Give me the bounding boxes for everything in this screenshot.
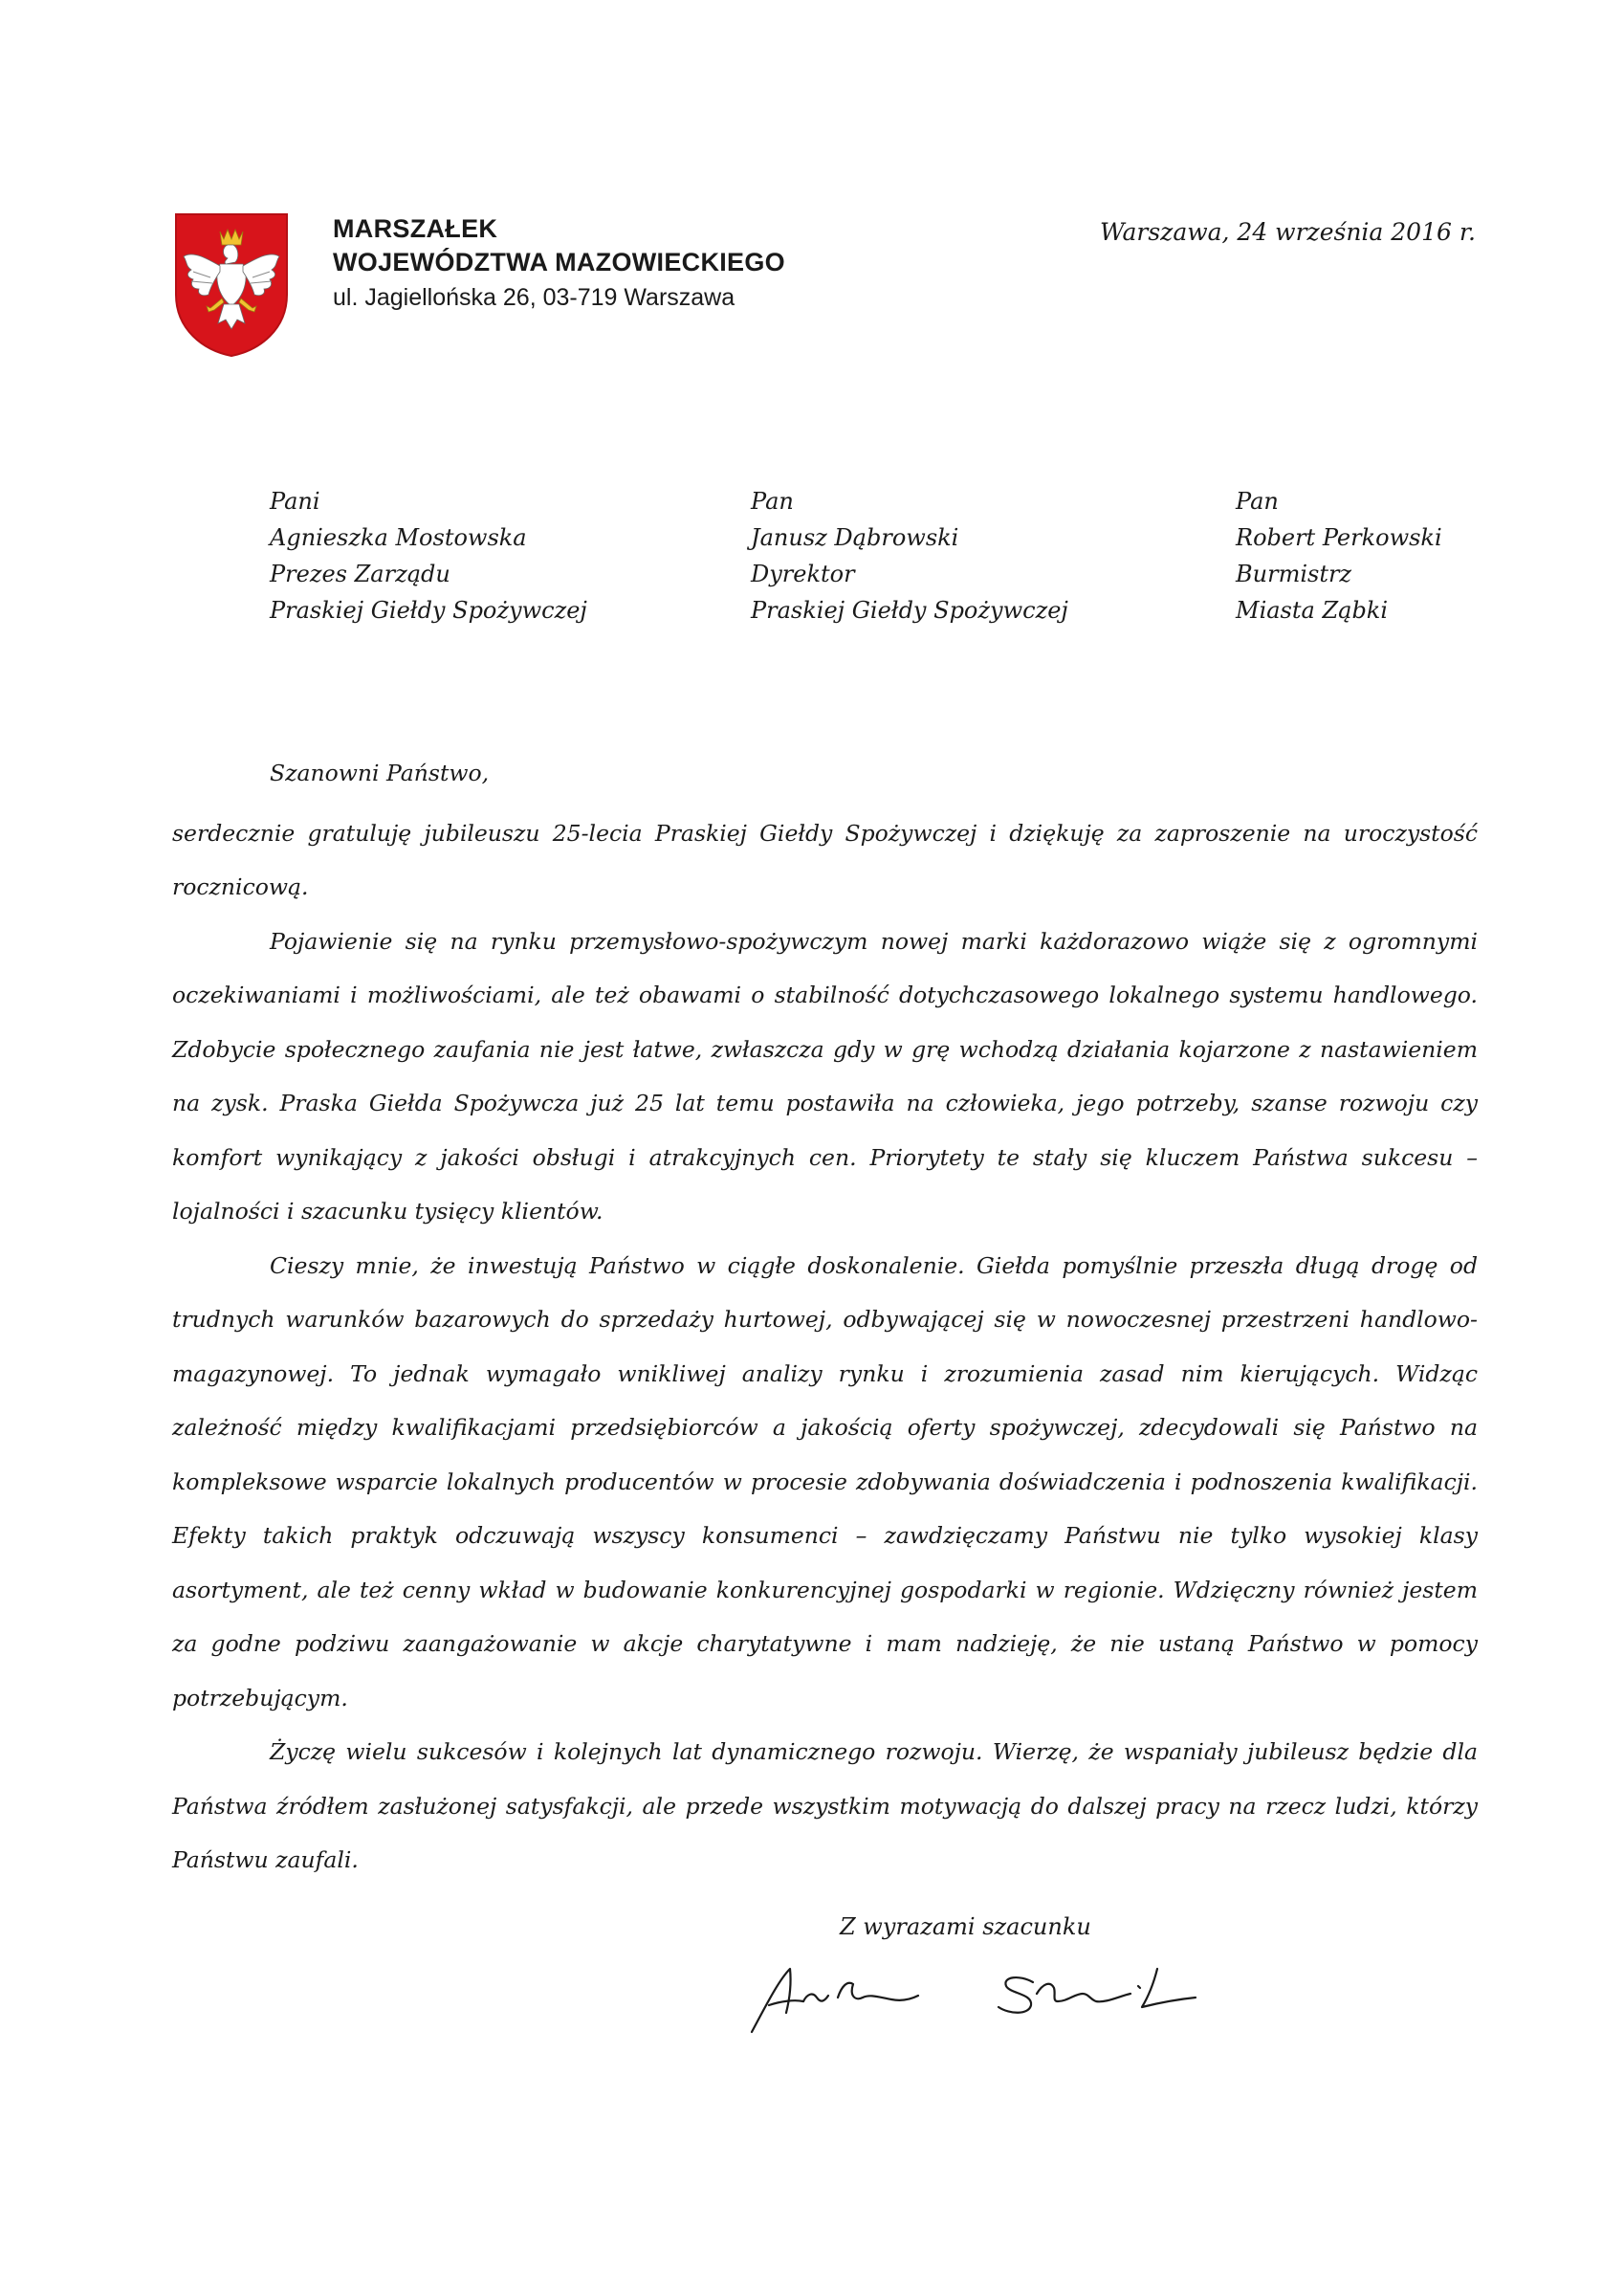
recipient-3 (1236, 483, 1442, 629)
recipient-name: Agnieszka Mostowska (270, 524, 527, 551)
recipient-title: Pan (1236, 488, 1279, 515)
recipient-position: Burmistrz (1236, 561, 1352, 587)
letter-closing: Z wyrazami szacunku (840, 1913, 1091, 1940)
sender-block (333, 212, 785, 314)
recipient-name: Janusz Dąbrowski (751, 524, 959, 551)
recipient-2 (751, 483, 1068, 629)
coat-of-arms-icon (172, 210, 291, 358)
letter-paragraph-2: Pojawienie się na rynku przemysłowo-spożywczym nowej marki każdorazowo wiąże się z ogromnymi oczekiwaniami i możliwościami, ale też obawami o stabilność dotychczasowego lokalnego systemu handlowego. Zdobycie społecznego zaufania nie jest łatwe, zwłaszcza gdy w grę wchodzą działania kojarzone z nastawieniem na zysk. Praska Giełda Spożywcza już 25 lat temu postawiła na człowieka, jego potrzeby, szanse rozwoju czy komfort wynikający z jakości obsługi i atrakcyjnych cen. Priorytety te stały się kluczem Państwa sukcesu – lojalności i szacunku tysięcy klientów. (172, 927, 1478, 1225)
letter-paragraph-3: Cieszy mnie, że inwestują Państwo w ciągłe doskonalenie. Giełda pomyślnie przeszła długą drogę od trudnych warunków bazarowych do sprzedaży hurtowej, odbywającej się w nowoczesnej przestrzeni handlowo-magazynowej. To jednak wymagało wnikliwej analizy rynku i zrozumienia zasad nim kierujących. Widząc zależność między kwalifikacjami przedsiębiorców a jakością oferty spożywczej, zdecydowali się Państwo na kompleksowe wsparcie lokalnych producentów w procesie zdobywania doświadczenia i podnoszenia kwalifikacji. Efekty takich praktyk odczuwają wszyscy konsumenci – zawdzięczamy Państwu nie tylko wysokiej klasy asortyment, ale też cenny wkład w budowanie konkurencyjnej gospodarki w regionie. Wdzięczny również jestem za godne podziwu zaangażowanie w akcje charytatywne i mam nadzieję, że nie ustaną Państwo w pomocy potrzebującym. (172, 1251, 1478, 1711)
recipient-organization: Miasta Ząbki (1236, 597, 1389, 624)
letter-body (172, 746, 1478, 1888)
recipient-organization: Praskiej Giełdy Spożywczej (751, 597, 1068, 624)
recipient-title: Pan (751, 488, 794, 515)
sender-org-line-1: MARSZAŁEK (333, 214, 498, 243)
recipient-position: Dyrektor (751, 561, 855, 587)
recipient-position: Prezes Zarządu (270, 561, 450, 587)
letter-paragraph-1: serdecznie gratuluję jubileuszu 25-lecia Praskiej Giełdy Spożywczej i dziękuję za zaproszenie na uroczystość rocznicową. (172, 819, 1478, 900)
sender-address: ul. Jagiellońska 26, 03-719 Warszawa (333, 284, 735, 311)
signature-icon (746, 1959, 1243, 2036)
recipient-1 (270, 483, 587, 629)
recipient-name: Robert Perkowski (1236, 524, 1442, 551)
letter-date: Warszawa, 24 września 2016 r. (1099, 218, 1476, 246)
recipient-title: Pani (270, 488, 320, 515)
letter-paragraph-4: Życzę wielu sukcesów i kolejnych lat dynamicznego rozwoju. Wierzę, że wspaniały jubileusz będzie dla Państwa źródłem zasłużonej satysfakcji, ale przede wszystkim motywacją do dalszej pracy na rzecz ludzi, którzy Państwu zaufali. (172, 1738, 1478, 1873)
recipient-organization: Praskiej Giełdy Spożywczej (270, 597, 587, 624)
letter-greeting: Szanowni Państwo, (270, 760, 490, 786)
sender-org-line-2: WOJEWÓDZTWA MAZOWIECKIEGO (333, 248, 785, 276)
